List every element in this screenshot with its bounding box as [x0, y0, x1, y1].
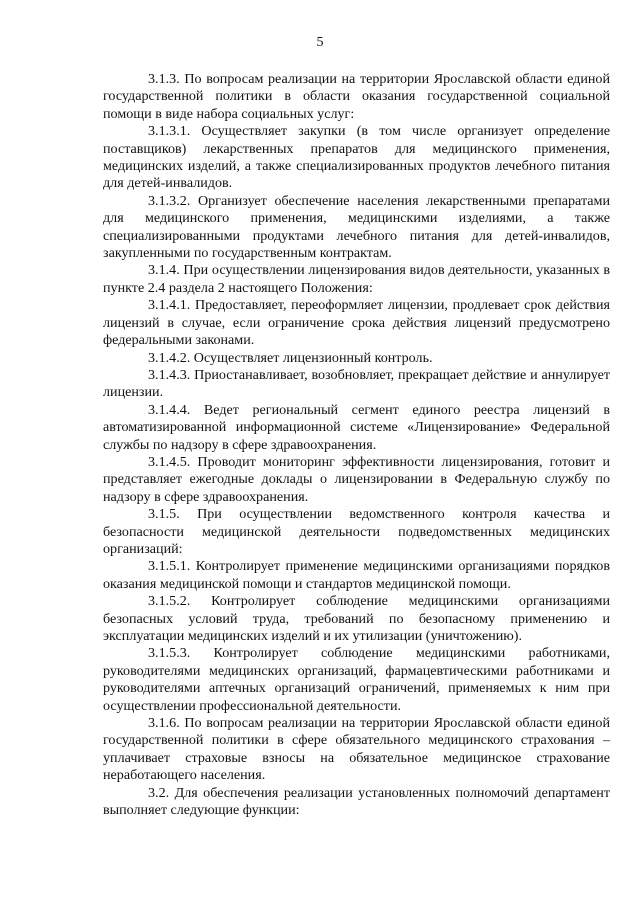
paragraph-3-1-6: 3.1.6. По вопросам реализации на территории Ярославской области единой государственной политики в сфере обязательного медицинского страхования – уплачивает страховые взносы на обязательное медицинское страхование неработающего населения.: [103, 715, 610, 784]
paragraph-3-1-4-1: 3.1.4.1. Предоставляет, переоформляет лицензии, продлевает срок действия лицензий в случае, если ограничение срока действия лицензий предусмотрено федеральными законами.: [103, 297, 610, 349]
paragraph-3-1-3-1: 3.1.3.1. Осуществляет закупки (в том числе организует определение поставщиков) лекарственных препаратов для медицинского применения, медицинских изделий, а также специализированных продуктов лечебного питания для детей-инвалидов.: [103, 123, 610, 192]
paragraph-3-1-4-2: 3.1.4.2. Осуществляет лицензионный контроль.: [148, 349, 433, 366]
paragraph-3-2: 3.2. Для обеспечения реализации установленных полномочий департамент выполняет следующие функции:: [103, 784, 610, 819]
document-body: [103, 71, 610, 819]
paragraph-3-1-3-2: 3.1.3.2. Организует обеспечение населения лекарственными препаратами для медицинского применения, медицинскими изделиями, а также специализированными продуктами лечебного питания для детей-инвалидов, закупленными по государственным контрактам.: [103, 192, 610, 262]
page-number: 5: [316, 35, 324, 50]
paragraph-3-1-4: 3.1.4. При осуществлении лицензирования видов деятельности, указанных в пункте 2.4 раздела 2 настоящего Положения:: [103, 262, 610, 296]
paragraph-3-1-5: 3.1.5. При осуществлении ведомственного контроля качества и безопасности медицинской деятельности подведомственных медицинских организаций:: [103, 506, 610, 557]
paragraph-3-1-5-1: 3.1.5.1. Контролирует применение медицинскими организациями порядков оказания медицинской помощи и стандартов медицинской помощи.: [103, 558, 610, 592]
paragraph-3-1-5-3: 3.1.5.3. Контролирует соблюдение медицинскими работниками, руководителями медицинских организаций, фармацевтическими работниками и руководителями аптечных организаций ограничений, применяемых к ним при осуществлении профессиональной деятельности.: [103, 645, 610, 714]
paragraph-3-1-4-4: 3.1.4.4. Ведет региональный сегмент единого реестра лицензий в автоматизированной информационной системе «Лицензирование» Федеральной службы по надзору в сфере здравоохранения.: [103, 401, 610, 453]
paragraph-3-1-4-5: 3.1.4.5. Проводит мониторинг эффективности лицензирования, готовит и представляет ежегодные доклады о лицензировании в Федеральную службу по надзору в сфере здравоохранения.: [103, 453, 610, 505]
paragraph-3-1-5-2: 3.1.5.2. Контролирует соблюдение медицинскими организациями безопасных условий труда, требований по безопасному применению и эксплуатации медицинских изделий и их утилизации (уничтожению).: [103, 593, 610, 644]
paragraph-3-1-3: 3.1.3. По вопросам реализации на территории Ярославской области единой государственной политики в области оказания государственной социальной помощи в виде набора социальных услуг:: [103, 71, 610, 122]
paragraph-3-1-4-3: 3.1.4.3. Приостанавливает, возобновляет, прекращает действие и аннулирует лицензии.: [103, 366, 610, 401]
